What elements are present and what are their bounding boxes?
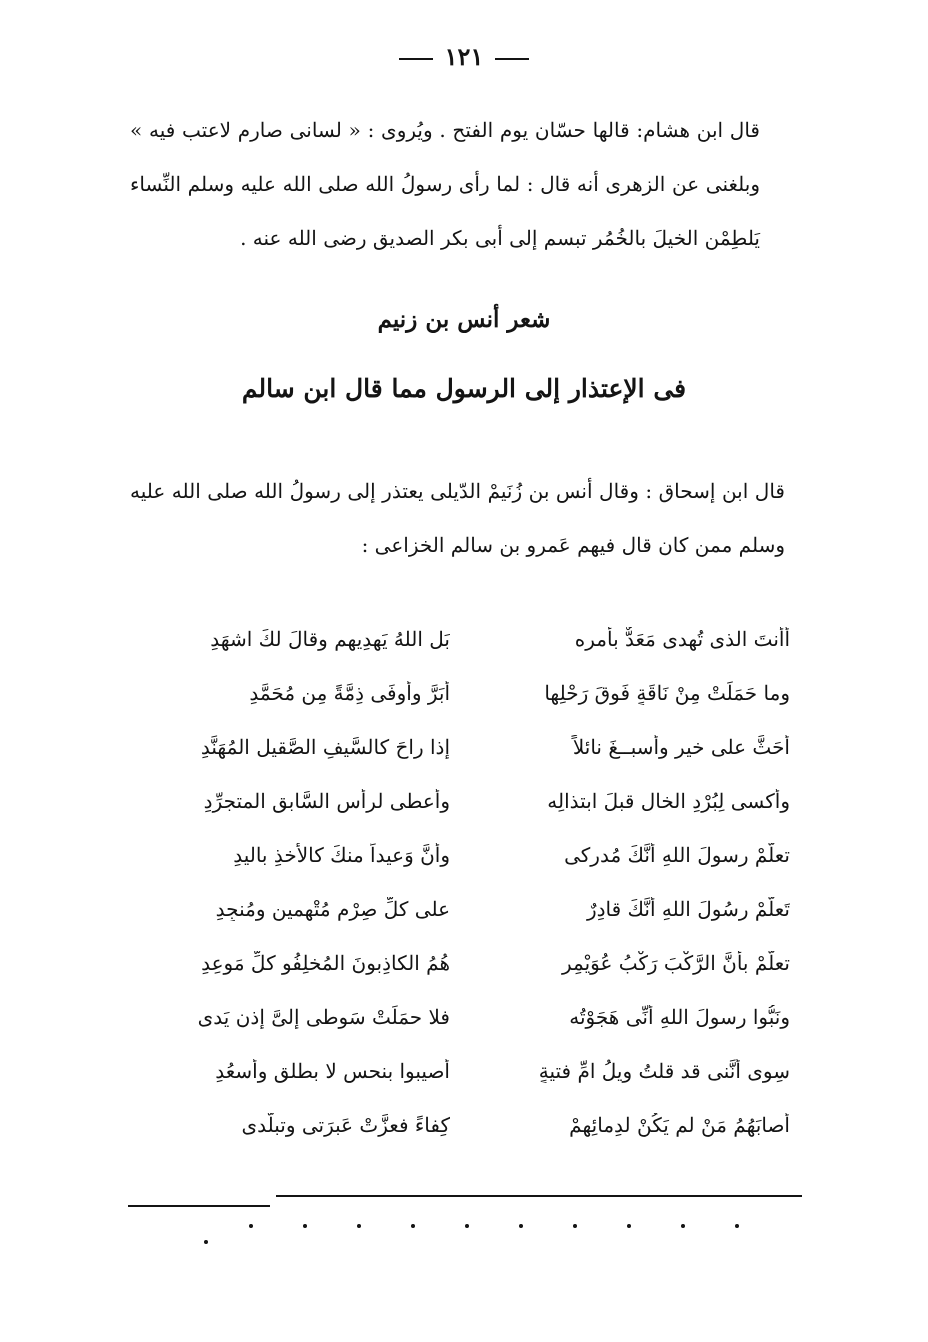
footer-dot — [519, 1224, 523, 1228]
poem-verse — [150, 774, 790, 828]
footer-rule-short — [128, 1205, 270, 1207]
footer-rule-long — [276, 1195, 802, 1197]
verse-second-hemistich: أُصيبوا بنحسٍ لا بطلقٍ وأسعُدِ — [215, 1059, 450, 1083]
verse-first-hemistich: أصابَهُمُ مَنْ لم يَكُنْ لدِمائِهِمْ — [569, 1113, 790, 1137]
verse-second-hemistich: وأنَّ وَعيداً منكَ كالأخذِ باليدِ — [233, 843, 450, 867]
verse-first-hemistich: سِوى أنَّنى قد قلتُ ويلُ امِّ فتيةٍ — [538, 1059, 790, 1083]
verse-second-hemistich: هُمُ الكاذِبونَ المُخلِفُو كلِّ مَوعِدِ — [201, 951, 450, 975]
verse-second-hemistich: بَل اللهُ يَهدِيهِم وقالَ لكَ اشهَدِ — [210, 627, 450, 651]
footer-dot — [204, 1240, 208, 1244]
poem — [150, 612, 790, 1152]
verse-first-hemistich: وأكسى لِبُرْدِ الخالِ قبلَ ابتذالِه — [547, 789, 790, 813]
poem-verse — [150, 828, 790, 882]
intro-paragraph: قال ابن هشام: قالها حسّان يوم الفتح . ويُروى : « لسانى صارم لاعتب فيه » وبلغنى عن الزهرى أنه قال : لما رأى رسولُ الله صلى الله عليه وسلم النِّساء يَلطِمْن الخيلَ بالخُمُر تبسم إلى أبى بكر الصديق رضى الله عنه . — [130, 118, 760, 250]
footer-dot — [411, 1224, 415, 1228]
verse-first-hemistich: أَحَثَّ على خيرٍ وأسبــغَ نائلاً — [572, 735, 790, 759]
poem-verse — [150, 990, 790, 1044]
verse-second-hemistich: كِفاءً فعزَّتْ عَبرَتى وتبلُّدى — [241, 1113, 450, 1137]
verse-first-hemistich: تعلَّمْ بأنَّ الرَّكْبَ رَكْبُ عُوَيْمِرٍ — [561, 951, 790, 975]
footer-dot — [357, 1224, 361, 1228]
poem-verse — [150, 1044, 790, 1098]
verse-first-hemistich: تعلَّمْ رسولَ اللهِ أنَّكَ مُدرِكى — [564, 843, 790, 867]
page-number — [0, 42, 928, 71]
section-subtitle: فى الإعتذار إلى الرسول مما قال ابن سالم — [241, 374, 687, 403]
verse-first-hemistich: ونَبُّوا رسولَ اللهِ أنِّى هَجَوْتُه — [569, 1005, 790, 1029]
poem-verse — [150, 666, 790, 720]
page-number-dash-right — [495, 58, 529, 60]
verse-first-hemistich: تَعلَّمْ رسُولَ اللهِ أنَّكَ قادِرٌ — [586, 897, 790, 921]
section-title: شعر أنس بن زنيم — [377, 306, 551, 333]
page-number-dash-left — [399, 58, 433, 60]
footer-dots — [190, 1218, 750, 1248]
section-intro-paragraph: قال ابن إسحاق : وقال أنس بن زُنَيمْ الدّيلى يعتذر إلى رسولُ الله صلى الله عليه وسلم ممن كان قال فيهم عَمرو بن سالم الخزاعى : — [130, 479, 785, 557]
footer-dot — [627, 1224, 631, 1228]
poem-verse — [150, 936, 790, 990]
verse-second-hemistich: فلا حمَلَتْ سَوطى إلىَّ إذن يَدى — [197, 1005, 450, 1029]
poem-verse — [150, 720, 790, 774]
verse-second-hemistich: وأعطى لرأسِ السَّابقِ المتجرِّدِ — [203, 789, 450, 813]
verse-second-hemistich: على كلِّ صِرْمٍ مُتْهِمين ومُنجِدِ — [215, 897, 450, 921]
poem-verse — [150, 882, 790, 936]
verse-first-hemistich: أأنتَ الذى تُهدى مَعَدٌّ بأمرِه — [574, 627, 790, 651]
footer-dot — [249, 1224, 253, 1228]
page-number-text: ١٢١ — [444, 42, 484, 71]
poem-verse — [150, 612, 790, 666]
verse-second-hemistich: إذا راحَ كالسَّيفِ الصَّقيلِ المُهَنَّدِ — [200, 735, 450, 759]
footer-dot — [303, 1224, 307, 1228]
footer-dot — [735, 1224, 739, 1228]
footer-dot — [681, 1224, 685, 1228]
verse-second-hemistich: أَبَرَّ وأَوفَى ذِمَّةً مِن مُحَمَّدِ — [249, 681, 450, 705]
footer-dot — [573, 1224, 577, 1228]
verse-first-hemistich: وما حَمَلَتْ مِنْ نَاقَةٍ فَوقَ رَحْلِها — [544, 681, 790, 705]
footer-dot — [465, 1224, 469, 1228]
poem-verse — [150, 1098, 790, 1152]
